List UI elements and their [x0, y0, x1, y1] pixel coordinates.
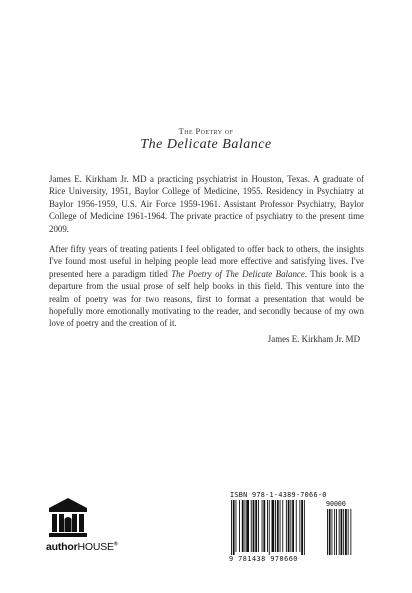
book-description-paragraph [49, 243, 364, 330]
barcode-bar [233, 500, 235, 555]
publisher-logo-text [46, 541, 117, 553]
barcode-bar [301, 500, 303, 555]
barcode-bar [239, 500, 240, 552]
barcode-addon-bar [343, 509, 344, 555]
barcode-bar [292, 500, 294, 552]
barcode-bar [296, 500, 297, 552]
barcode-addon-bar [327, 509, 328, 555]
author-bio-paragraph: James E. Kirkham Jr. MD a practicing psychiatrist in Houston, Texas. A graduate of Rice University, 1951, Baylor College of Medicine, 1955. Residency in Psychiatry at Baylor 1956-1959, U.S. Air Force 1959-1961. Assistant Professor Psychiatry, Baylor College of Medicine 1961-1964. The private practice of psychiatry to the present time 2009. [49, 174, 364, 234]
barcode-bar [277, 500, 279, 552]
description-text-a: After fifty years of treating patients I feel obligated to offer back to others, the insights I've found most useful in helping people lead more effective and satisfying lives. I've presented here a paradigm titled [49, 244, 364, 279]
barcode-number: 9 781438 970660 [229, 555, 298, 563]
barcode-bar [263, 500, 265, 552]
description-book-title: The Poetry of The Delicate Balance [171, 268, 305, 279]
publisher-name-light: HOUSE [77, 541, 114, 553]
barcode-addon-bar [341, 509, 343, 555]
barcode-bar [251, 500, 252, 552]
barcode-bar [269, 500, 270, 555]
barcode-bar [236, 500, 237, 552]
barcode-addon-bar [350, 509, 351, 555]
publisher-name-bold: author [46, 541, 78, 553]
barcode-bar [288, 500, 290, 552]
barcode-bar [299, 500, 300, 552]
barcode-bar [272, 500, 275, 552]
barcode-bar [242, 500, 244, 552]
barcode-bars [229, 500, 357, 556]
title-script: The Delicate Balance [140, 137, 272, 152]
barcode-bar [282, 500, 283, 552]
barcode-bar [275, 500, 276, 552]
barcode-addon-bar [348, 509, 349, 555]
barcode-bar [262, 500, 263, 552]
barcode-bar [253, 500, 255, 552]
barcode-bar [280, 500, 281, 552]
barcode-bar [255, 500, 257, 552]
barcode-bar [258, 500, 259, 552]
registered-mark: ® [113, 541, 118, 548]
barcode-addon-bar [345, 509, 347, 555]
barcode-bar [286, 500, 287, 552]
author-signature: James E. Kirkham Jr. MD [267, 334, 360, 344]
barcode-bar [231, 500, 232, 555]
barcode-addon-bar [334, 509, 335, 555]
title-small: The Poetry of [178, 126, 234, 136]
barcode-bar [290, 500, 291, 552]
description-text-b: . This book is a departure from the usual prose of self help books in this field. This venture into the realm of poetry was for two reasons, first to format a presentation that would be hopefully more emotionally motivating to the reader, and secondly because of my own love of poetry and the creation of it. [49, 268, 364, 329]
price-code-text: 90000 [326, 500, 346, 508]
barcode-addon-bar [339, 509, 340, 555]
isbn-text: ISBN 978-1-4389-7066-0 [230, 491, 327, 499]
barcode-addon-bar [336, 509, 337, 555]
barcode-addon-bar [329, 509, 331, 555]
barcode-bar [245, 500, 246, 552]
barcode-bar [304, 500, 305, 555]
barcode-bar [246, 500, 249, 552]
barcode-bar [267, 500, 268, 552]
barcode-addon-bar [332, 509, 333, 555]
